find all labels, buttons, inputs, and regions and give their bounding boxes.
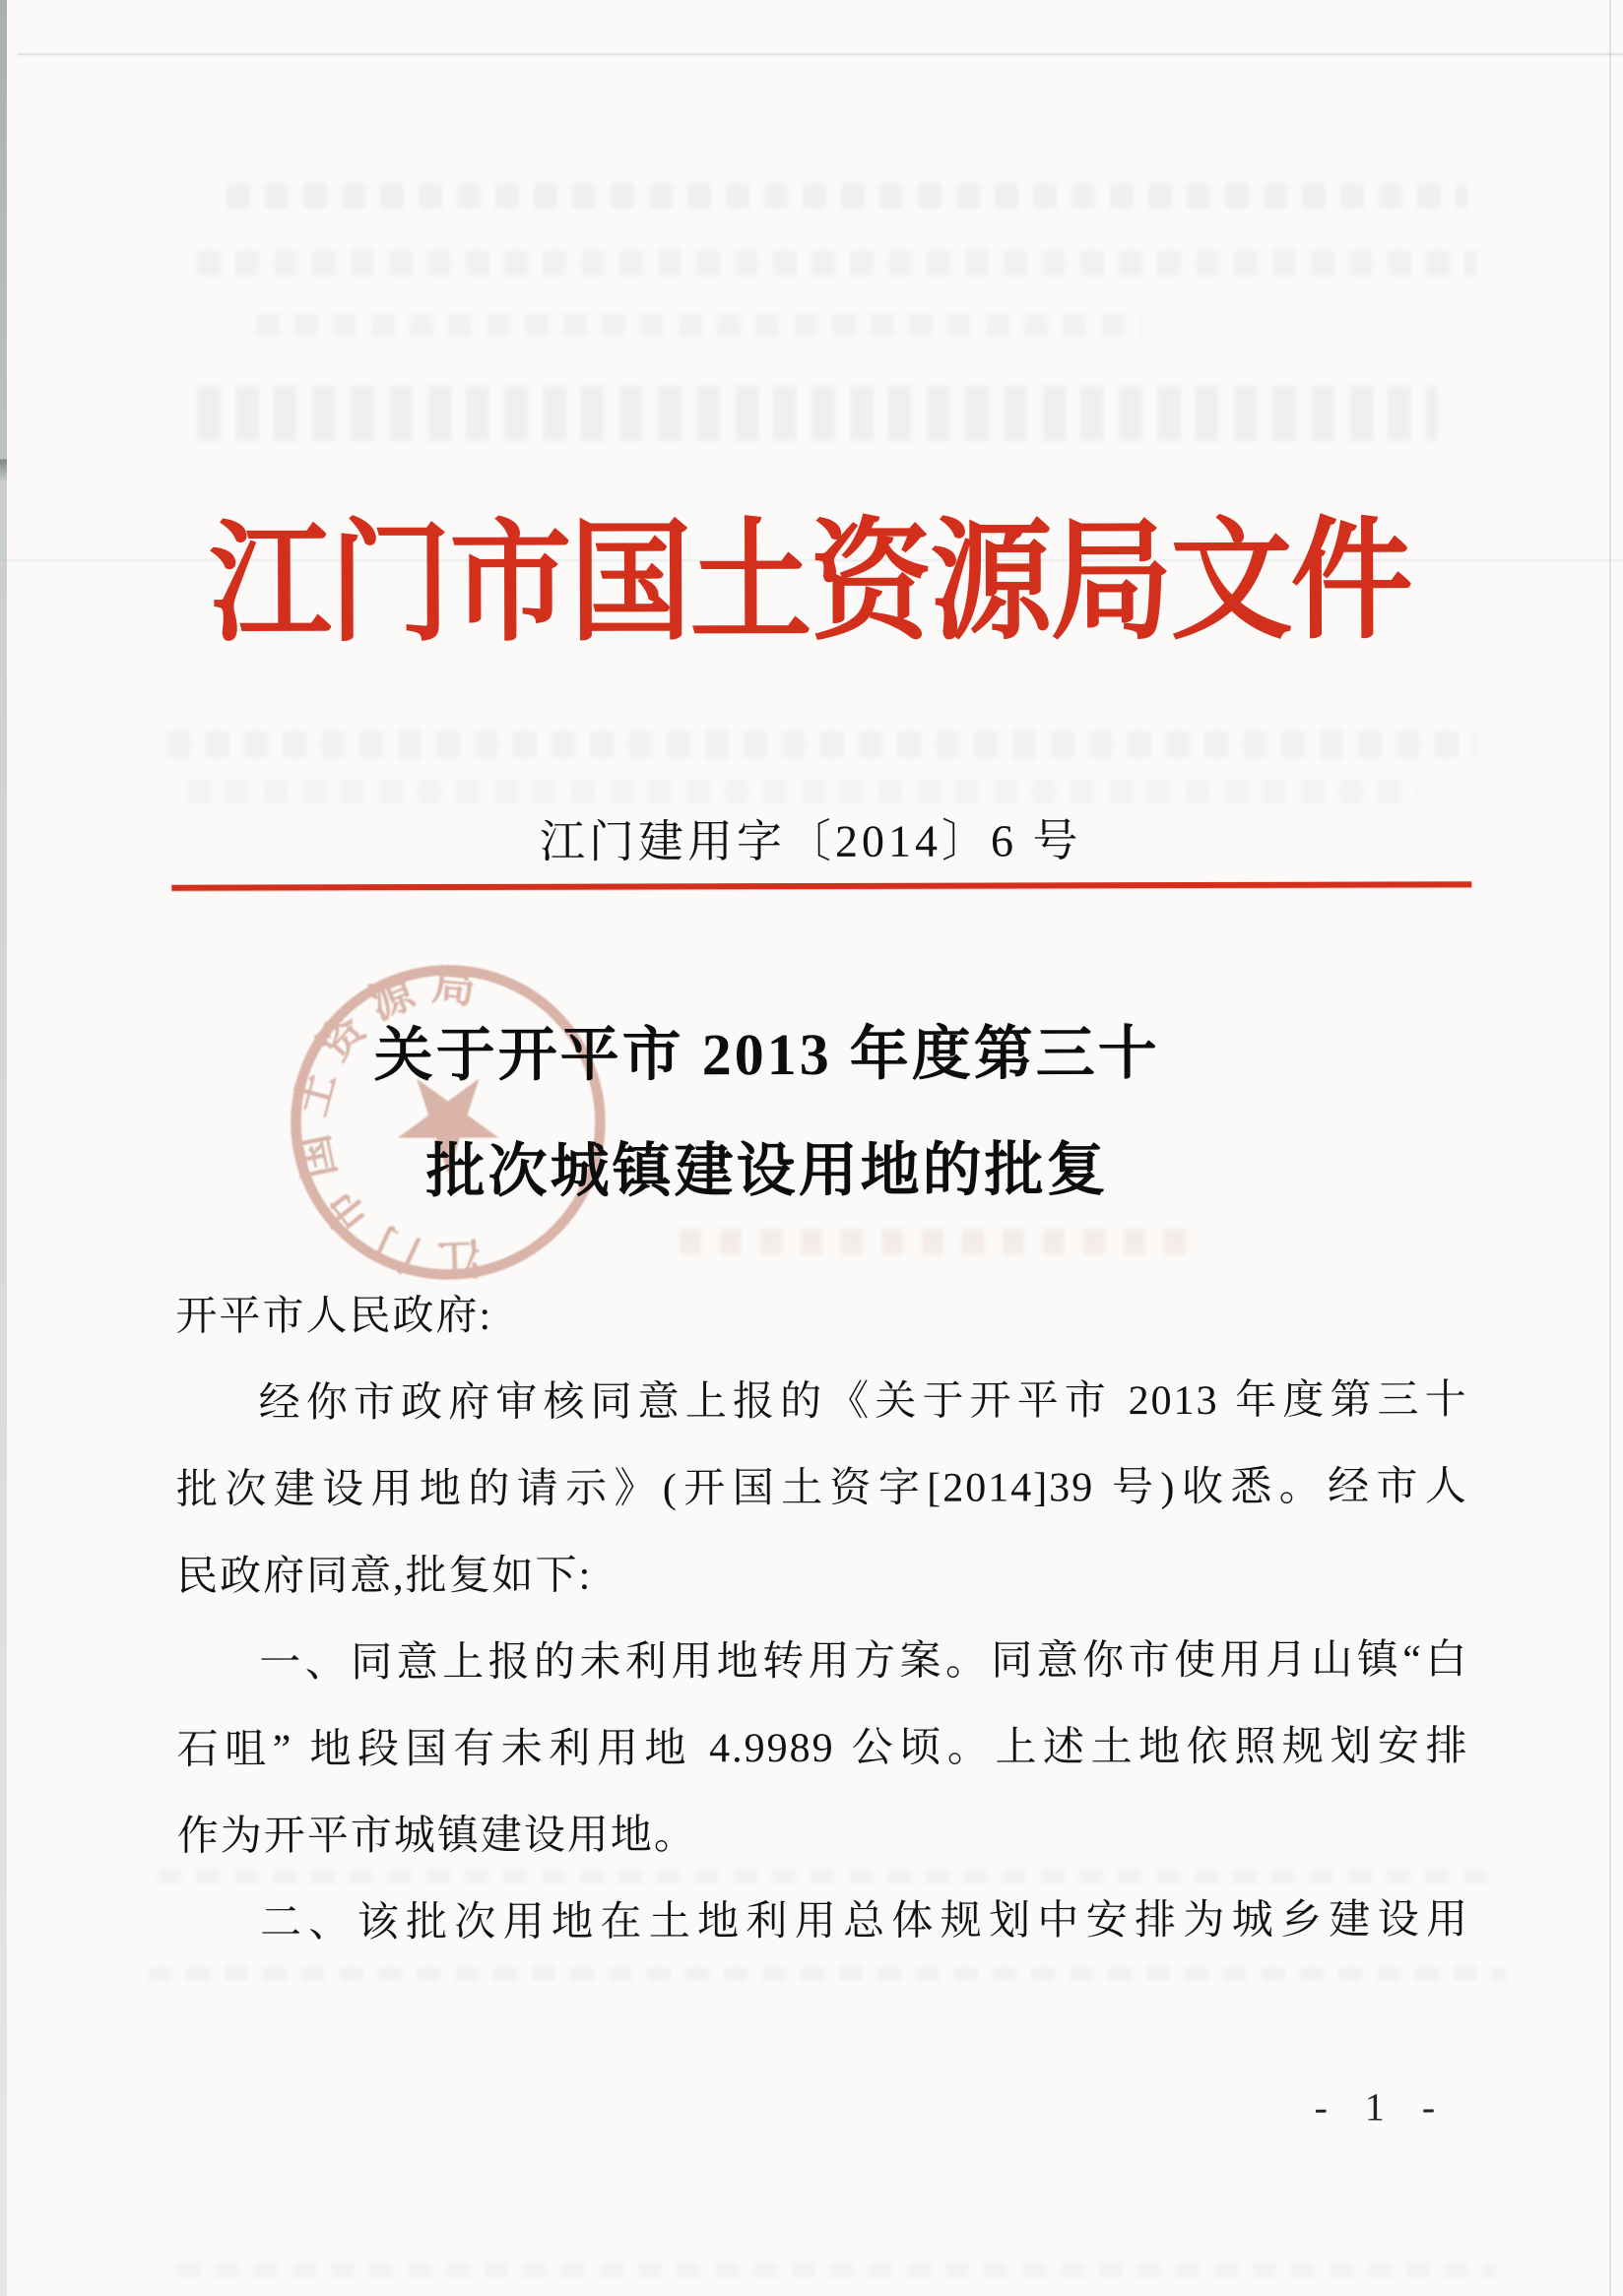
body-line: 一、同意上报的未利用地转用方案。同意你市使用月山镇“白	[259, 1637, 1469, 1687]
body-line: 经你市政府审核同意上报的《关于开平市 2013 年度第三十	[258, 1377, 1468, 1427]
document-title-line1: 关于开平市 2013 年度第三十	[373, 1021, 1160, 1089]
agency-letterhead-title: 江门市国土资源局文件	[209, 508, 1411, 658]
body-line: 石咀” 地段国有未利用地 4.9989 公顷。上述土地依照规划安排	[176, 1724, 1469, 1773]
seal-ring-text: 江门市国土资源局	[287, 961, 491, 1282]
document-title	[120, 994, 1415, 1230]
body-line: 二、该批次用地在土地利用总体规划中安排为城乡建设用	[259, 1897, 1470, 1946]
body-line: 作为开平市城镇建设用地。	[176, 1813, 697, 1860]
page-number: - 1 -	[1314, 2084, 1450, 2130]
document-title-line2: 批次城镇建设用地的批复	[425, 1137, 1109, 1205]
body-line: 民政府同意,批复如下:	[176, 1553, 593, 1600]
seal-star-icon: ★	[388, 1047, 508, 1202]
document-body	[175, 1270, 1469, 1966]
salutation: 开平市人民政府:	[175, 1293, 493, 1340]
red-divider-rule	[171, 881, 1471, 890]
document-number: 江门建用字〔2014〕6 号	[539, 815, 1082, 867]
body-line: 批次建设用地的请示》(开国土资字[2014]39 号)收悉。经市人	[175, 1464, 1468, 1513]
